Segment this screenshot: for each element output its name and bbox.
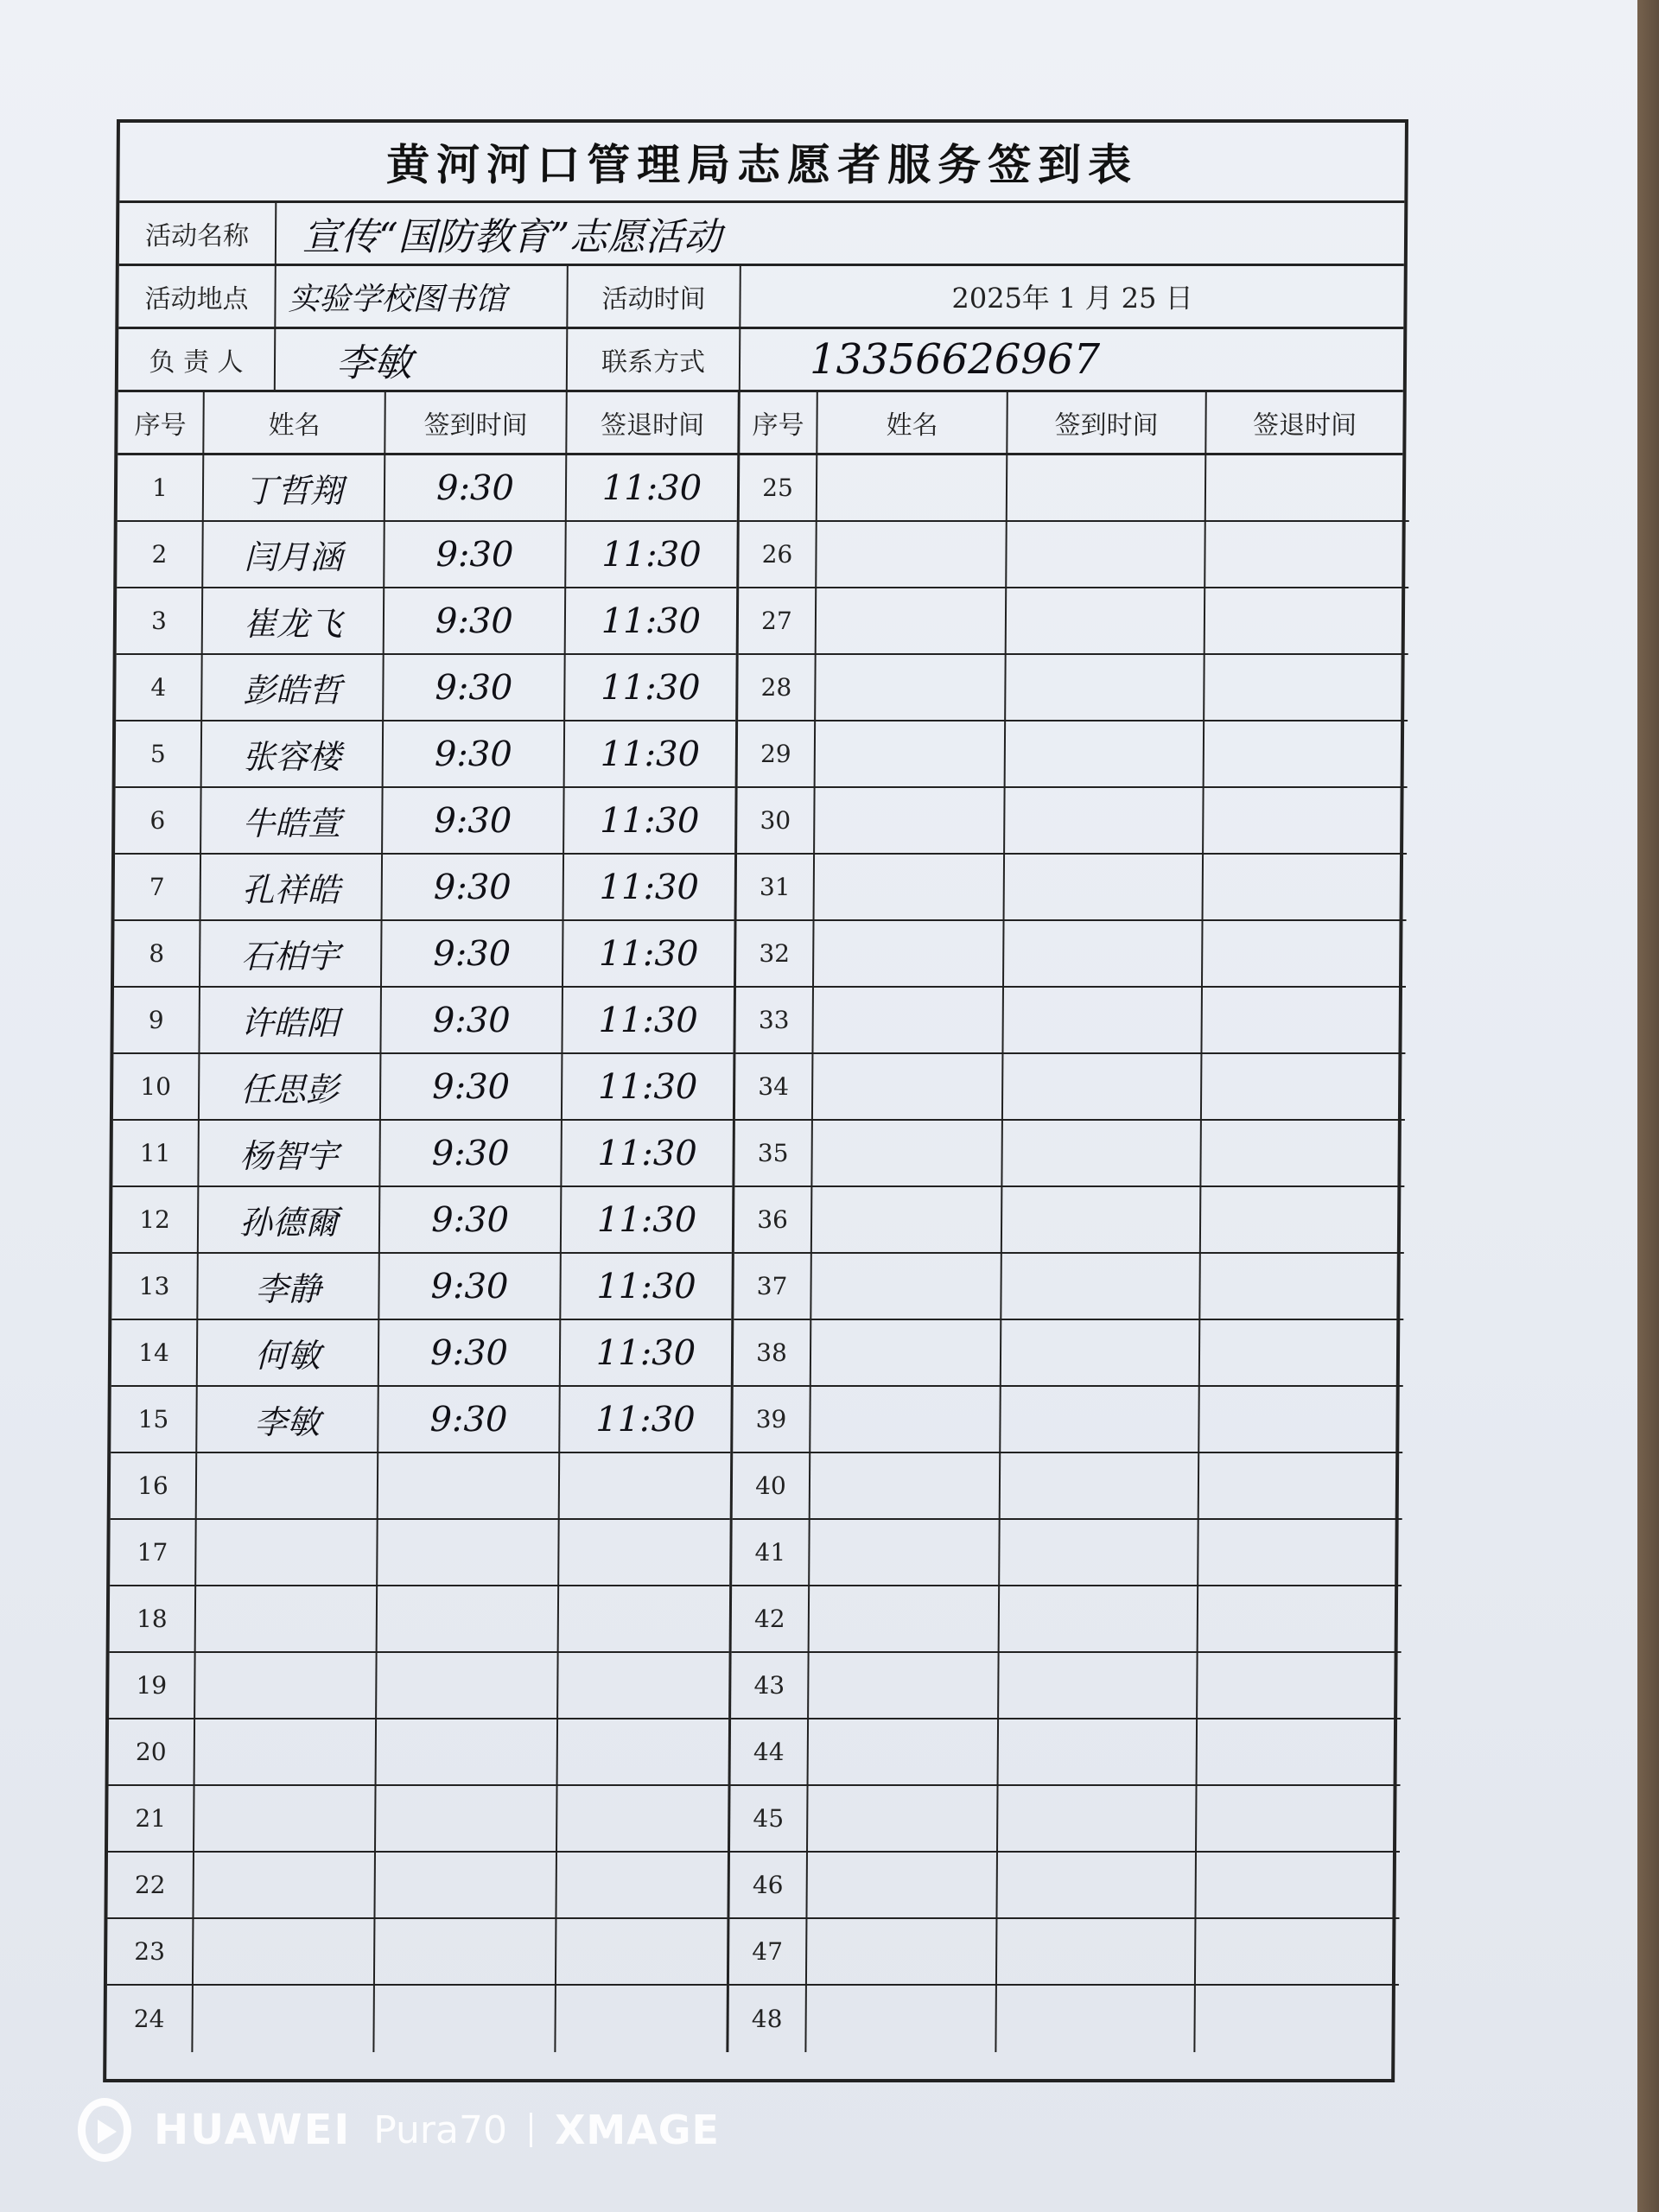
sign-out-time: 11:30 (601, 534, 702, 575)
sign-in-time (375, 1919, 557, 1984)
sign-in-time (997, 1853, 1197, 1917)
sign-out-time (1203, 921, 1407, 986)
volunteer-name (813, 988, 1004, 1052)
table-row (113, 1054, 734, 1121)
activity-place-label: 活动地点 (118, 266, 276, 327)
row-number: 46 (729, 1853, 808, 1917)
sign-in-time: 9:30 (383, 855, 565, 919)
row-number: 44 (731, 1719, 810, 1784)
table-row (729, 1853, 1400, 1919)
sign-in-time: 9:30 (379, 1320, 562, 1385)
volunteer-name: 李敏 (197, 1387, 379, 1452)
sign-out-time (1198, 1719, 1402, 1784)
sign-in-time (376, 1786, 558, 1851)
row-number: 36 (734, 1187, 813, 1252)
sign-out-time (1204, 855, 1408, 919)
row-number: 38 (734, 1320, 812, 1385)
row-number: 42 (732, 1586, 810, 1651)
sign-out-time: 11:30 (596, 1266, 696, 1306)
sign-out-time (560, 1453, 731, 1518)
row-number: 18 (110, 1586, 197, 1651)
sign-out-time: 11:30 (598, 1000, 699, 1040)
sign-out-time: 11:30 (596, 1199, 697, 1240)
row-number: 33 (735, 988, 814, 1052)
row-number: 37 (734, 1254, 812, 1319)
volunteer-name (810, 1387, 1001, 1452)
volunteer-name (807, 1853, 998, 1917)
volunteer-name (817, 588, 1007, 653)
form-title: 黄河河口管理局志愿者服务签到表 (119, 123, 1405, 203)
sign-in-time (1000, 1520, 1199, 1585)
table-row (738, 721, 1408, 788)
table-row (108, 1786, 728, 1853)
volunteer-name (815, 788, 1006, 853)
volunteer-name: 崔龙飞 (203, 588, 385, 653)
table-row (734, 1121, 1405, 1187)
table-row (739, 522, 1409, 588)
sign-in-time (377, 1719, 559, 1784)
sign-in-time (1007, 455, 1207, 520)
table-row (733, 1387, 1403, 1453)
row-number: 12 (112, 1187, 200, 1252)
sign-in-time (996, 1986, 1196, 2052)
row-number: 41 (732, 1520, 810, 1585)
sign-out-time (1199, 1387, 1403, 1452)
watermark-separator (530, 2113, 532, 2147)
activity-place-row (118, 266, 1404, 329)
sign-out-time (1199, 1453, 1403, 1518)
header-no-right: 序号 (740, 392, 817, 453)
activity-time-label: 活动时间 (568, 266, 741, 327)
row-number: 29 (738, 721, 817, 786)
sign-in-time (1001, 1387, 1200, 1452)
sign-in-time (1007, 522, 1206, 587)
responsible-label: 负 责 人 (118, 329, 276, 390)
header-name-right: 姓名 (817, 392, 1007, 453)
sign-in-time: 9:30 (380, 1187, 563, 1252)
sign-in-time (378, 1520, 560, 1585)
table-row (737, 855, 1408, 921)
row-number: 34 (735, 1054, 814, 1119)
sign-in-time (999, 1719, 1198, 1784)
sign-in-time: 9:30 (385, 455, 568, 520)
responsible-value: 李敏 (276, 329, 568, 390)
volunteer-name (806, 1986, 997, 2052)
row-number: 1 (118, 455, 205, 520)
sign-out-time (1204, 788, 1408, 853)
huawei-play-logo-icon (78, 2098, 131, 2162)
sign-in-form (103, 119, 1408, 2082)
row-number: 45 (730, 1786, 809, 1851)
sign-in-time (1006, 655, 1205, 720)
row-number: 19 (109, 1653, 196, 1718)
volunteer-name (811, 1254, 1002, 1319)
table-row (111, 1320, 732, 1387)
row-number: 10 (113, 1054, 200, 1119)
volunteer-name (812, 1187, 1003, 1252)
volunteer-name (194, 1786, 377, 1851)
table-row (118, 455, 738, 522)
header-sign-out-left: 签退时间 (567, 392, 740, 453)
sign-in-time (1004, 921, 1204, 986)
table-row (729, 1919, 1400, 1986)
sign-in-time (1006, 721, 1205, 786)
sign-out-time (1200, 1320, 1404, 1385)
table-row (106, 1986, 727, 2052)
row-number: 32 (736, 921, 815, 986)
table-row (111, 1453, 731, 1520)
sign-out-time (556, 1919, 728, 1984)
sign-out-time: 11:30 (595, 1399, 696, 1440)
table-row (116, 655, 736, 721)
volunteer-name (196, 1520, 378, 1585)
volunteer-name (810, 1520, 1001, 1585)
row-number: 39 (733, 1387, 811, 1452)
sign-in-time (997, 1919, 1197, 1984)
row-number: 16 (111, 1453, 198, 1518)
sign-in-time (377, 1653, 559, 1718)
row-number: 43 (731, 1653, 810, 1718)
sign-out-time (1202, 1054, 1406, 1119)
sign-in-time: 9:30 (385, 588, 567, 653)
sign-out-time (559, 1520, 730, 1585)
row-number: 31 (737, 855, 816, 919)
sign-out-time (556, 1986, 727, 2052)
sign-in-time: 9:30 (384, 655, 566, 720)
table-row (735, 1054, 1406, 1121)
sign-in-time (375, 1853, 557, 1917)
sign-out-time: 11:30 (600, 800, 700, 841)
volunteer-name (817, 455, 1008, 520)
watermark-xmage: XMAGE (554, 2107, 720, 2153)
sign-out-time (1205, 522, 1409, 587)
sign-in-time (378, 1586, 560, 1651)
header-sign-in-left: 签到时间 (385, 392, 567, 453)
table-row (110, 1520, 730, 1586)
volunteer-name (815, 855, 1006, 919)
table-row (109, 1653, 729, 1719)
table-row (107, 1919, 728, 1986)
left-column (106, 455, 740, 2052)
header-sign-in-right: 签到时间 (1007, 392, 1206, 453)
table-row (112, 1187, 733, 1254)
contact-value: 13356626967 (809, 335, 1101, 384)
table-row (113, 988, 734, 1054)
sign-in-time (1002, 1187, 1202, 1252)
volunteer-name (813, 1054, 1004, 1119)
table-row (117, 588, 737, 655)
sign-out-time (559, 1586, 730, 1651)
attendance-grid (106, 455, 1402, 2052)
sign-out-time (1205, 588, 1409, 653)
camera-watermark (78, 2091, 720, 2169)
volunteer-name (817, 522, 1007, 587)
row-number: 15 (111, 1387, 198, 1452)
sign-out-time (1198, 1586, 1402, 1651)
sign-in-time (1001, 1254, 1201, 1319)
row-number: 8 (114, 921, 201, 986)
sign-out-time: 11:30 (600, 734, 701, 774)
table-row (733, 1453, 1403, 1520)
sign-out-time: 11:30 (601, 601, 702, 641)
table-row (736, 921, 1407, 988)
watermark-brand: HUAWEI (154, 2106, 352, 2154)
table-row (735, 988, 1406, 1054)
row-number: 6 (115, 788, 202, 853)
table-row (110, 1586, 730, 1653)
row-number: 28 (738, 655, 817, 720)
sign-in-time (374, 1986, 556, 2052)
sign-in-time (1007, 588, 1206, 653)
table-row (109, 1719, 729, 1786)
row-number: 48 (728, 1986, 807, 2052)
row-number: 9 (113, 988, 200, 1052)
row-number: 20 (109, 1719, 196, 1784)
volunteer-name (193, 1986, 375, 2052)
sign-in-time (1002, 1121, 1202, 1185)
sign-out-time (556, 1853, 728, 1917)
table-row (734, 1254, 1404, 1320)
sign-in-time (378, 1453, 561, 1518)
table-row (116, 721, 736, 788)
table-row (732, 1586, 1402, 1653)
sign-in-time: 9:30 (383, 788, 565, 853)
sign-out-time (1200, 1254, 1404, 1319)
volunteer-name: 牛皓萱 (201, 788, 384, 853)
table-row (111, 1387, 731, 1453)
volunteer-name (197, 1453, 379, 1518)
sign-out-time (1201, 1187, 1405, 1252)
row-number: 21 (108, 1786, 195, 1851)
volunteer-name (810, 1586, 1001, 1651)
sign-out-time (558, 1653, 729, 1718)
volunteer-name: 任思彭 (200, 1054, 382, 1119)
sign-in-time (1005, 855, 1205, 919)
volunteer-name (808, 1786, 999, 1851)
sign-out-time (557, 1786, 728, 1851)
row-number: 24 (106, 1986, 194, 2052)
volunteer-name (194, 1853, 376, 1917)
volunteer-name (196, 1586, 378, 1651)
watermark-model: Pura70 (373, 2107, 507, 2152)
volunteer-name: 李静 (198, 1254, 380, 1319)
table-row (734, 1320, 1404, 1387)
sign-in-time (999, 1653, 1198, 1718)
sign-out-time (1196, 1853, 1400, 1917)
row-number: 30 (737, 788, 816, 853)
sign-out-time (1196, 1919, 1400, 1984)
sign-out-time: 11:30 (597, 1066, 698, 1107)
sign-in-time (1003, 988, 1203, 1052)
activity-name-label: 活动名称 (119, 203, 276, 264)
row-number: 3 (117, 588, 204, 653)
right-column (728, 455, 1409, 2052)
table-row (107, 1853, 728, 1919)
activity-place-value: 实验学校图书馆 (276, 266, 568, 327)
row-number: 14 (111, 1320, 199, 1385)
activity-name-value: 宣传“国防教育”志愿活动 (302, 215, 722, 259)
row-number: 4 (116, 655, 203, 720)
table-row (731, 1719, 1402, 1786)
sign-out-time (1205, 655, 1408, 720)
table-row (111, 1254, 732, 1320)
sign-out-time (1206, 455, 1410, 520)
sign-in-time: 9:30 (381, 1054, 563, 1119)
sign-in-time: 9:30 (384, 721, 566, 786)
table-row (117, 522, 737, 588)
sign-out-time (558, 1719, 729, 1784)
table-row (731, 1653, 1402, 1719)
header-no-left: 序号 (118, 392, 204, 453)
volunteer-name (195, 1719, 378, 1784)
volunteer-name: 闫月涵 (203, 522, 385, 587)
table-row (112, 1121, 733, 1187)
sign-in-time (1003, 1054, 1203, 1119)
row-number: 23 (107, 1919, 194, 1984)
header-sign-out-right: 签退时间 (1252, 410, 1357, 441)
activity-name-row (119, 203, 1405, 266)
volunteer-name (816, 721, 1007, 786)
volunteer-name (810, 1453, 1001, 1518)
table-row (740, 455, 1410, 522)
row-number: 11 (112, 1121, 200, 1185)
volunteer-name: 丁哲翔 (204, 455, 386, 520)
row-number: 35 (734, 1121, 813, 1185)
sign-in-time (998, 1786, 1198, 1851)
sign-in-time: 9:30 (381, 988, 563, 1052)
volunteer-name: 石柏宇 (200, 921, 383, 986)
table-row (738, 655, 1408, 721)
volunteer-name (195, 1653, 378, 1718)
responsible-row (118, 329, 1404, 392)
sign-out-time (1201, 1121, 1405, 1185)
sign-out-time: 11:30 (599, 867, 700, 907)
table-row (114, 921, 734, 988)
sign-out-time: 11:30 (601, 467, 702, 508)
sign-in-time: 9:30 (380, 1121, 563, 1185)
volunteer-name (807, 1919, 998, 1984)
row-number: 5 (116, 721, 203, 786)
row-number: 2 (117, 522, 204, 587)
table-row (115, 855, 735, 921)
table-row (739, 588, 1409, 655)
volunteer-name: 张容楼 (202, 721, 385, 786)
volunteer-name (814, 921, 1005, 986)
activity-date-value: 2025年 1 月 25 日 (951, 282, 1193, 315)
sign-out-time (1195, 1986, 1399, 2052)
row-number: 40 (733, 1453, 811, 1518)
contact-label: 联系方式 (568, 329, 741, 390)
volunteer-name: 孔祥皓 (201, 855, 384, 919)
row-number: 17 (110, 1520, 197, 1585)
row-number: 27 (739, 588, 817, 653)
row-number: 47 (729, 1919, 808, 1984)
volunteer-name: 彭皓哲 (202, 655, 385, 720)
volunteer-name (194, 1919, 376, 1984)
sign-out-time (1198, 1520, 1402, 1585)
volunteer-name (809, 1653, 1000, 1718)
table-row (734, 1187, 1405, 1254)
sign-in-time: 9:30 (379, 1254, 562, 1319)
table-row (730, 1786, 1401, 1853)
volunteer-name (816, 655, 1007, 720)
sign-in-time (1001, 1320, 1201, 1385)
sign-out-time: 11:30 (598, 933, 699, 974)
table-row (115, 788, 735, 855)
sign-in-time: 9:30 (385, 522, 567, 587)
row-number: 22 (107, 1853, 194, 1917)
header-name-left: 姓名 (204, 392, 385, 453)
volunteer-name: 何敏 (198, 1320, 380, 1385)
sign-out-time (1205, 721, 1408, 786)
row-number: 26 (739, 522, 817, 587)
table-row (728, 1986, 1399, 2052)
sign-out-time: 11:30 (595, 1332, 696, 1373)
sign-out-time (1202, 988, 1406, 1052)
volunteer-name: 许皓阳 (200, 988, 382, 1052)
volunteer-name: 杨智宇 (199, 1121, 381, 1185)
sign-out-time: 11:30 (597, 1133, 697, 1173)
sign-in-time: 9:30 (382, 921, 564, 986)
table-header (118, 392, 1403, 455)
row-number: 13 (111, 1254, 199, 1319)
volunteer-name (809, 1719, 1000, 1784)
sign-in-time (1005, 788, 1205, 853)
sign-in-time: 9:30 (378, 1387, 561, 1452)
sign-out-time (1197, 1786, 1401, 1851)
sign-out-time (1198, 1653, 1402, 1718)
sign-out-time: 11:30 (601, 667, 701, 708)
table-row (737, 788, 1408, 855)
sign-in-time (1000, 1586, 1199, 1651)
volunteer-name (811, 1320, 1002, 1385)
volunteer-name (812, 1121, 1003, 1185)
sign-in-time (1001, 1453, 1200, 1518)
volunteer-name: 孙德爾 (199, 1187, 381, 1252)
table-row (732, 1520, 1402, 1586)
row-number: 7 (115, 855, 202, 919)
row-number: 25 (740, 455, 818, 520)
